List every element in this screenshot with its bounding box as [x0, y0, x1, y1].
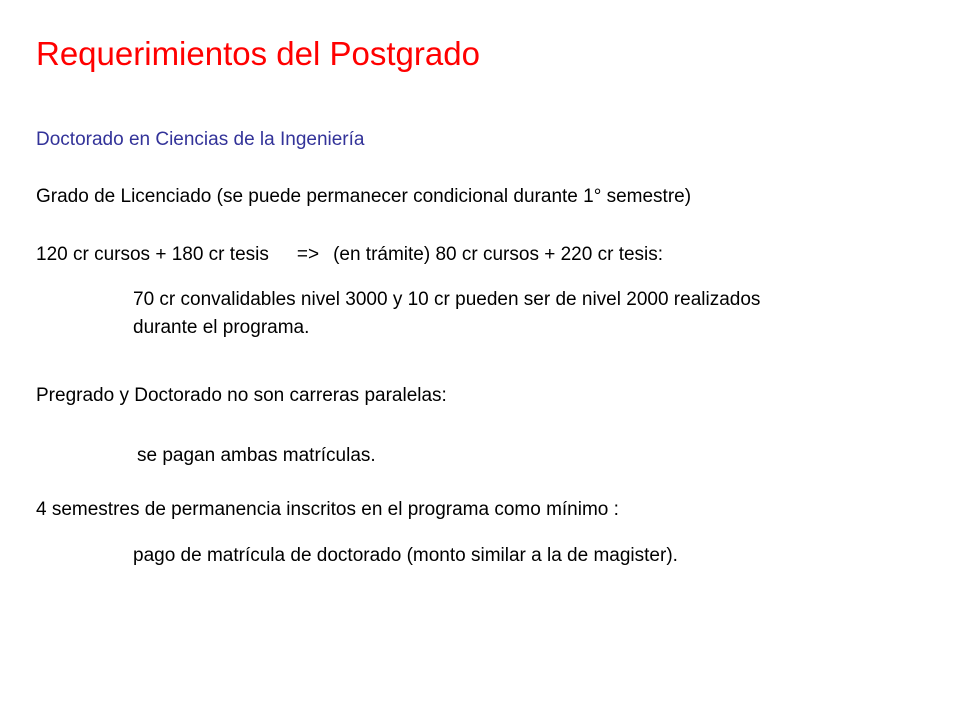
credits-current: 120 cr cursos + 180 cr tesis	[36, 244, 269, 265]
credits-detail-line-1: 70 cr convalidables nivel 3000 y 10 cr pueden ser de nivel 2000 realizados	[133, 289, 761, 310]
credits-proposed: (en trámite) 80 cr cursos + 220 cr tesis:	[333, 244, 664, 265]
credits-detail-line-2: durante el programa.	[133, 317, 310, 338]
requirement-semesters: 4 semestres de permanencia inscritos en el programa como mínimo :	[36, 499, 619, 520]
slide-title: Requerimientos del Postgrado	[36, 35, 480, 72]
requirement-degree: Grado de Licenciado (se puede permanecer condicional durante 1° semestre)	[36, 186, 692, 207]
requirement-credits	[36, 242, 663, 268]
requirement-parallel: Pregrado y Doctorado no son carreras paralelas:	[36, 385, 447, 406]
semesters-detail: pago de matrícula de doctorado (monto similar a la de magister).	[133, 545, 678, 566]
arrow-icon: =>	[296, 244, 320, 265]
program-subtitle: Doctorado en Ciencias de la Ingeniería	[36, 129, 365, 150]
parallel-detail: se pagan ambas matrículas.	[137, 445, 376, 466]
